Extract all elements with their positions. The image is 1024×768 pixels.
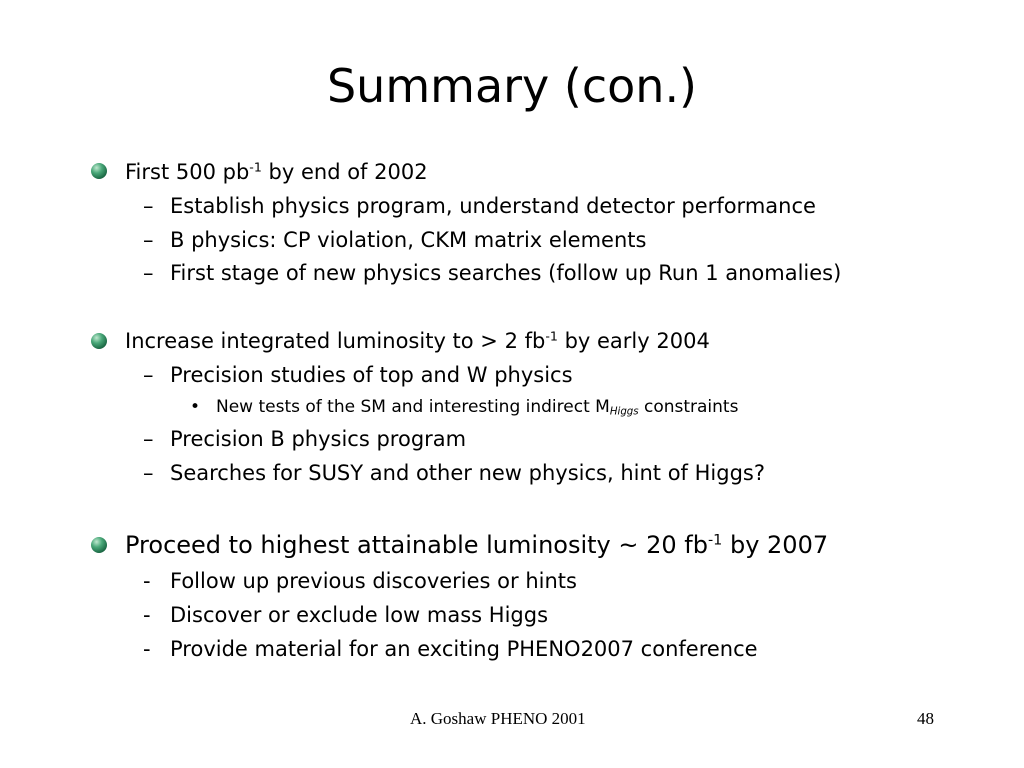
dash-marker: - xyxy=(143,637,151,661)
list-item: Discover or exclude low mass Higgs xyxy=(170,603,549,627)
dash-marker: – xyxy=(143,228,154,252)
list-item: Precision B physics program xyxy=(170,427,467,451)
dash-marker: – xyxy=(143,427,154,451)
section-1-heading: First 500 $pb^{-1}$ by end of 2002 xyxy=(125,159,428,184)
list-item: First stage of new physics searches (follow up Run 1 anomalies) xyxy=(170,261,842,285)
list-item: Provide material for an exciting PHENO2007 conference xyxy=(170,637,758,661)
bullet-icon xyxy=(91,537,107,553)
list-item: B physics: CP violation, CKM matrix elements xyxy=(170,228,647,252)
slide-title: Summary (con.) xyxy=(326,59,698,113)
list-item: Precision studies of top and W physics xyxy=(170,363,573,387)
dash-marker: - xyxy=(143,603,151,627)
page-number: 48 xyxy=(917,709,934,728)
list-item: Establish physics program, understand detector performance xyxy=(170,194,816,218)
dash-marker: – xyxy=(143,363,154,387)
list-item: Searches for SUSY and other new physics, hint of Higgs? xyxy=(170,461,765,485)
dash-marker: - xyxy=(143,569,151,593)
bullet-icon xyxy=(91,333,107,349)
dash-marker: – xyxy=(143,261,154,285)
bullet-icon xyxy=(91,163,107,179)
list-item: Follow up previous discoveries or hints xyxy=(170,569,577,593)
dash-marker: – xyxy=(143,194,154,218)
dash-marker: – xyxy=(143,461,154,485)
section-2-heading: Increase integrated luminosity to > 2 $fb^{-1}$ by early 2004 xyxy=(125,328,710,353)
sub-list-item: New tests of the SM and interesting indirect $M_{Higgs}$ constraints xyxy=(216,397,739,418)
bullet-marker: • xyxy=(190,397,201,417)
section-3-heading: Proceed to highest attainable luminosity ~ 20 $fb^{-1}$ by 2007 xyxy=(125,531,829,559)
footer-author: A. Goshaw PHENO 2001 xyxy=(410,709,586,728)
